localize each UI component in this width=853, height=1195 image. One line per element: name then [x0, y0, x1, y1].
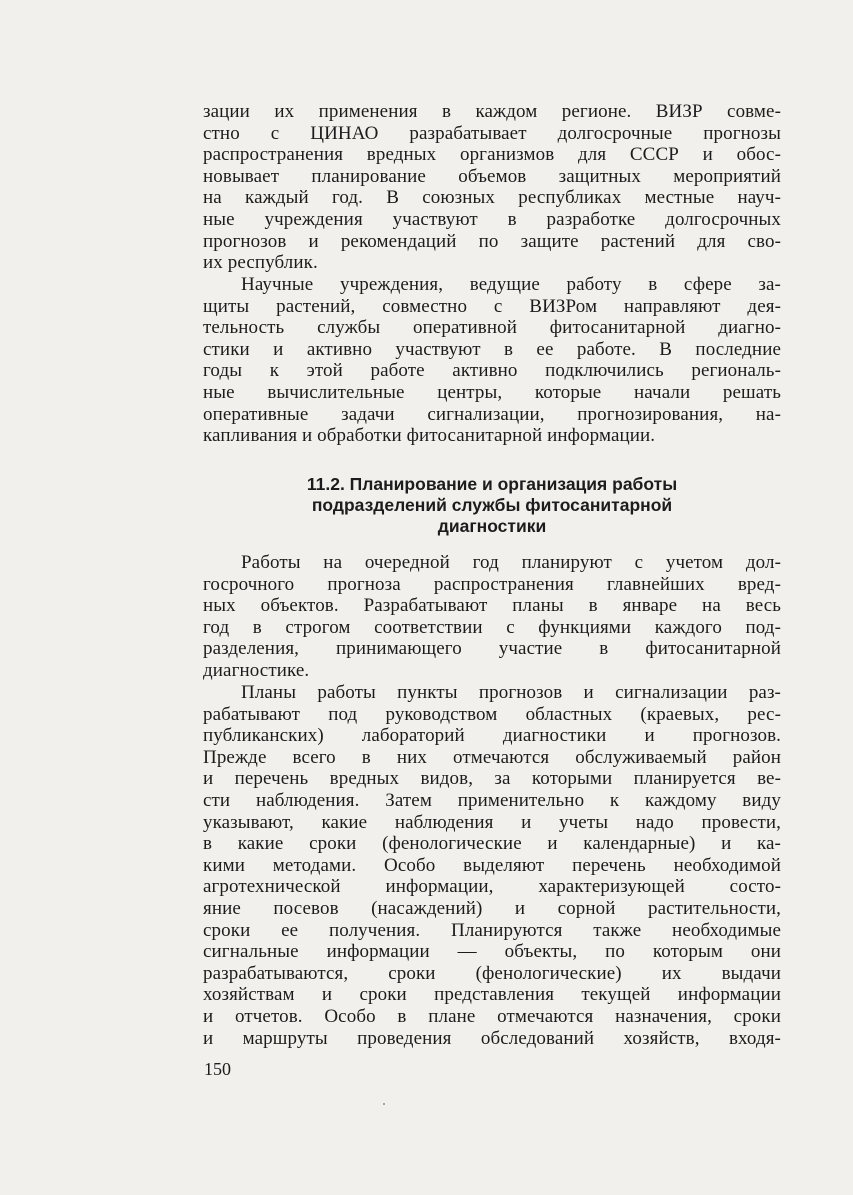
paragraph-1: [203, 101, 781, 274]
text-line: Научные учреждения, ведущие работу в сфере за-: [241, 274, 781, 295]
section-heading: [203, 474, 781, 537]
paragraph-4: [203, 682, 781, 1049]
text-line: капливания и обработки фитосанитарной информации.: [203, 425, 656, 447]
heading-line: диагностики: [437, 516, 547, 536]
text-line: агротехнической информации, характеризующей состо-: [203, 876, 781, 898]
paragraph-2: [203, 274, 781, 447]
text-line: разделения, принимающего участие в фитосанитарной: [203, 638, 781, 660]
text-line: щиты растений, совместно с ВИЗРом направляют дея-: [203, 295, 781, 317]
text-line: на каждый год. В союзных республиках местные науч-: [203, 187, 781, 209]
text-line: Прежде всего в них отмечаются обслуживаемый район: [203, 746, 781, 768]
paragraph-3: [203, 552, 781, 682]
text-line: годы к этой работе активно подключились региональ-: [203, 360, 781, 382]
text-line: и перечень вредных видов, за которыми планируется ве-: [203, 768, 781, 790]
text-line: рабатывают под руководством областных (краевых, рес-: [203, 703, 781, 725]
text-line: сти наблюдения. Затем применительно к каждому виду: [203, 789, 781, 811]
text-line: в какие сроки (фенологические и календарные) и ка-: [203, 833, 781, 855]
text-line: разрабатываются, сроки (фенологические) их выдачи: [203, 962, 781, 984]
text-line: ные учреждения участвуют в разработке долгосрочных: [203, 208, 781, 230]
text-line: тельность службы оперативной фитосанитарной диагно-: [203, 317, 781, 339]
text-line: диагностике.: [203, 659, 310, 681]
text-line: сигнальные информации — объекты, по которым они: [203, 941, 781, 963]
text-line: распространения вредных организмов для СССР и обос-: [203, 144, 781, 166]
text-line: указывают, какие наблюдения и учеты надо провести,: [203, 811, 781, 833]
text-line: новывает планирование объемов защитных мероприятий: [203, 165, 781, 187]
text-line: Работы на очередной год планируют с учетом дол-: [241, 552, 781, 573]
text-line: зации их применения в каждом регионе. ВИЗР совме-: [203, 101, 781, 122]
text-line: госрочного прогноза распространения главнейших вред-: [203, 573, 781, 595]
text-line: стно с ЦИНАО разрабатывает долгосрочные прогнозы: [203, 122, 781, 144]
text-line: оперативные задачи сигнализации, прогнозирования, на-: [203, 403, 781, 425]
text-line: яние посевов (насаждений) и сорной растительности,: [203, 897, 781, 919]
text-line: их республик.: [203, 252, 318, 274]
heading-line: подразделений службы фитосанитарной: [311, 495, 673, 515]
scan-speck: [383, 1103, 385, 1105]
text-line: хозяйствам и сроки представления текущей информации: [203, 984, 781, 1006]
text-line: стики и активно участвуют в ее работе. В последние: [203, 338, 781, 360]
text-line: и маршруты проведения обследований хозяйств, входя-: [203, 1027, 781, 1049]
text-line: публиканских) лабораторий диагностики и прогнозов.: [203, 725, 781, 747]
heading-line: 11.2. Планирование и организация работы: [306, 474, 678, 494]
text-line: год в строгом соответствии с функциями каждого под-: [203, 616, 781, 638]
text-line: кими методами. Особо выделяют перечень необходимой: [203, 854, 781, 876]
text-line: Планы работы пункты прогнозов и сигнализации раз-: [241, 682, 781, 703]
page-number: 150: [204, 1059, 231, 1079]
text-line: ные вычислительные центры, которые начали решать: [203, 381, 781, 403]
text-line: и отчетов. Особо в плане отмечаются назначения, сроки: [203, 1005, 781, 1027]
text-line: ных объектов. Разрабатывают планы в январе на весь: [203, 595, 781, 617]
text-line: сроки ее получения. Планируются также необходимые: [203, 919, 781, 941]
text-line: прогнозов и рекомендаций по защите растений для сво-: [203, 230, 781, 252]
